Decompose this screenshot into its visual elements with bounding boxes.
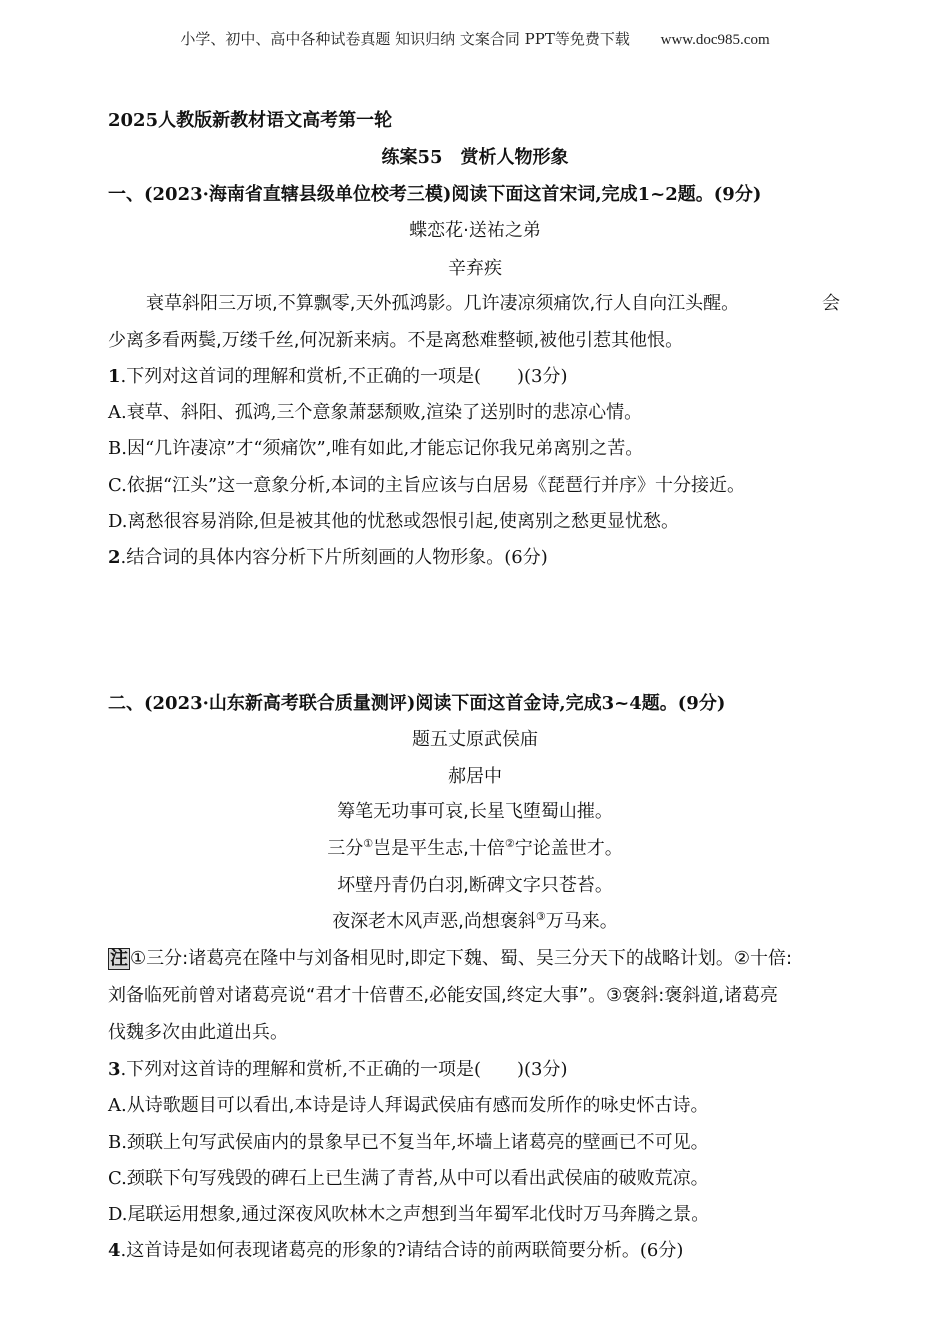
poem1-body-line1: 衰草斜阳三万顷,不算飘零,天外孤鸿影。几许凄凉须痛饮,行人自向江头醒。	[146, 293, 740, 314]
question-4-number: 4	[108, 1240, 121, 1261]
section1-heading: 一、(2023·海南省直辖县级单位校考三模)阅读下面这首宋词,完成1~2题。(9分)	[108, 184, 762, 205]
poem1-body-line1-end: 会	[822, 293, 840, 314]
q3-option-b: B.颈联上句写武侯庙内的景象早已不复当年,坏墙上诸葛亮的壁画已不可见。	[108, 1132, 709, 1153]
poem2-line4-part1: 夜深老木风声恶,尚想褒斜	[332, 911, 536, 932]
note-line1	[108, 944, 792, 970]
poem2-author: 郝居中	[448, 766, 502, 787]
question-1-number: 1	[108, 366, 121, 387]
poem1-body-line2: 少离多看两鬓,万缕千丝,何况新来病。不是离愁难整顿,被他引惹其他恨。	[108, 330, 684, 351]
question-2	[108, 543, 548, 569]
page-header	[0, 28, 950, 49]
question-3-text: .下列对这首诗的理解和赏析,不正确的一项是( )(3分)	[120, 1059, 568, 1080]
section2-heading: 二、(2023·山东新高考联合质量测评)阅读下面这首金诗,完成3~4题。(9分)	[108, 693, 726, 714]
question-2-text: .结合词的具体内容分析下片所刻画的人物形象。(6分)	[120, 547, 548, 568]
question-4	[108, 1236, 683, 1262]
poem2-line2-part2: 岂是平生志,十倍	[373, 838, 505, 859]
header-site: www.doc985.com	[660, 32, 770, 48]
note-label: 注	[110, 948, 128, 969]
question-1-text: .下列对这首词的理解和赏析,不正确的一项是( )(3分)	[120, 366, 568, 387]
note-line2: 刘备临死前曾对诸葛亮说“君才十倍曹丕,必能安国,终定大事”。③褒斜:褒斜道,诸葛亮	[108, 985, 779, 1006]
lesson-title: 练案55 赏析人物形象	[381, 147, 569, 168]
q3-option-c: C.颈联下句写残毁的碑石上已生满了青苔,从中可以看出武侯庙的破败荒凉。	[108, 1168, 709, 1189]
q3-option-a: A.从诗歌题目可以看出,本诗是诗人拜谒武侯庙有感而发所作的咏史怀古诗。	[108, 1095, 709, 1116]
note-line1-text: ①三分:诸葛亮在隆中与刘备相见时,即定下魏、蜀、吴三分天下的战略计划。②十倍:	[130, 948, 793, 969]
question-1	[108, 362, 568, 388]
footnote-mark-1: ①	[363, 837, 374, 850]
doc-title: 2025人教版新教材语文高考第一轮	[108, 110, 393, 131]
q1-option-d: D.离愁很容易消除,但是被其他的忧愁或怨恨引起,使离别之愁更显忧愁。	[108, 511, 679, 532]
q1-option-c: C.依据“江头”这一意象分析,本词的主旨应该与白居易《琵琶行并序》十分接近。	[108, 475, 745, 496]
note-line3: 伐魏多次由此道出兵。	[108, 1022, 288, 1043]
footnote-mark-3: ③	[535, 910, 546, 923]
q1-option-a: A.衰草、斜阳、孤鸿,三个意象萧瑟颓败,渲染了送别时的悲凉心情。	[108, 402, 643, 423]
poem2-line4-part2: 万马来。	[545, 911, 618, 932]
header-text: 小学、初中、高中各种试卷真题 知识归纳 文案合同 PPT等免费下载	[180, 30, 630, 48]
poem2-line1: 筹笔无功事可哀,长星飞堕蜀山摧。	[337, 801, 613, 822]
q3-option-d: D.尾联运用想象,通过深夜风吹林木之声想到当年蜀军北伐时万马奔腾之景。	[108, 1204, 710, 1225]
poem2-title: 题五丈原武侯庙	[412, 729, 538, 750]
poem1-author: 辛弃疾	[448, 258, 502, 279]
poem2-line4	[0, 907, 950, 933]
question-3	[108, 1055, 568, 1081]
question-3-number: 3	[108, 1059, 121, 1080]
poem2-line2	[0, 834, 950, 860]
poem2-line3: 坏壁丹青仍白羽,断碑文字只苍苔。	[337, 875, 613, 896]
question-2-number: 2	[108, 547, 121, 568]
footnote-mark-2: ②	[504, 837, 515, 850]
question-4-text: .这首诗是如何表现诸葛亮的形象的?请结合诗的前两联简要分析。(6分)	[120, 1240, 684, 1261]
q1-option-b: B.因“几许凄凉”才“须痛饮”,唯有如此,才能忘记你我兄弟离别之苦。	[108, 438, 644, 459]
poem1-title: 蝶恋花·送祐之弟	[409, 220, 541, 241]
poem2-line2-part3: 宁论盖世才。	[514, 838, 623, 859]
poem2-line2-part1: 三分	[327, 838, 364, 859]
